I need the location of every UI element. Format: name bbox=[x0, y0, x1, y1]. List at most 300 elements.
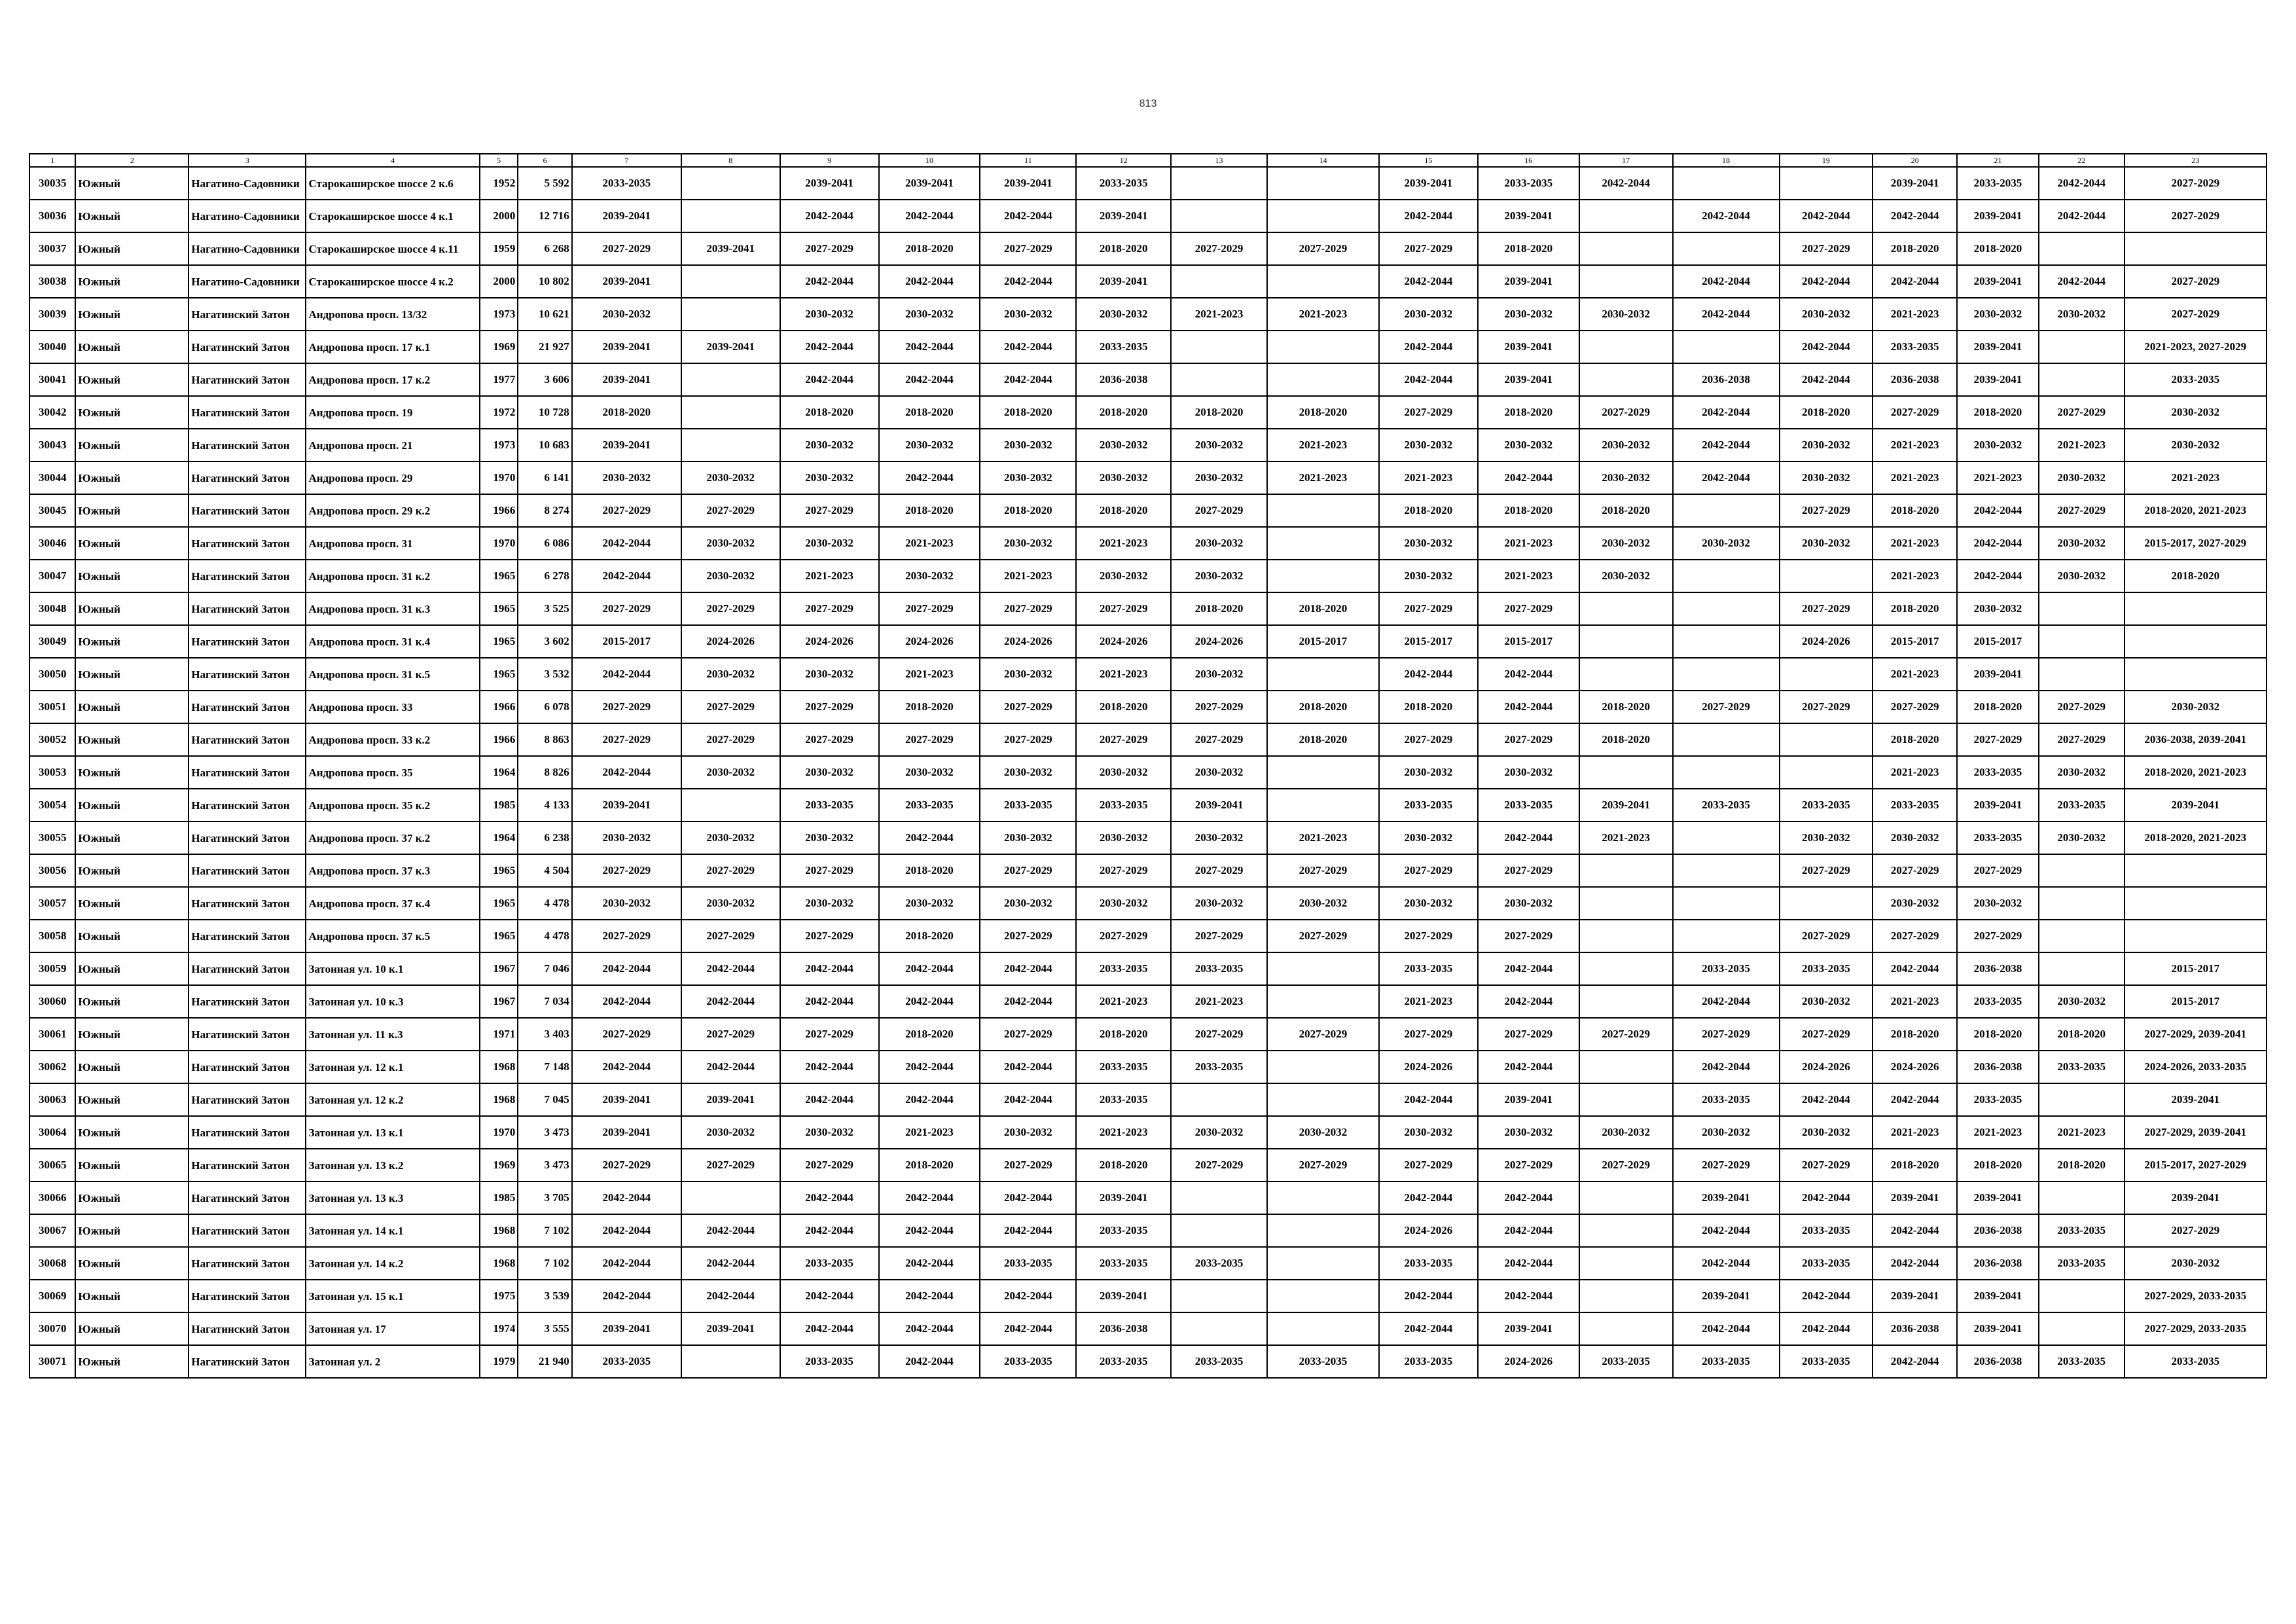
table-cell: 2033-2035 bbox=[2039, 1247, 2125, 1280]
table-cell bbox=[2039, 1312, 2125, 1345]
table-cell: 2027-2029, 2033-2035 bbox=[2125, 1280, 2267, 1312]
table-cell: Старокаширское шоссе 2 к.6 bbox=[306, 167, 480, 200]
table-cell: 2021-2023 bbox=[2039, 429, 2125, 461]
table-cell: 2039-2041 bbox=[1478, 363, 1579, 396]
table-cell: 2039-2041 bbox=[1673, 1182, 1780, 1214]
table-cell: 12 716 bbox=[518, 200, 571, 232]
table-cell: Нагатинский Затон bbox=[188, 1312, 306, 1345]
table-cell: 2039-2041 bbox=[572, 429, 681, 461]
table-cell: 2027-2029 bbox=[1076, 920, 1171, 952]
table-cell: 2030-2032 bbox=[572, 298, 681, 331]
table-cell: 2033-2035 bbox=[1873, 789, 1957, 821]
table-cell: 2036-2038 bbox=[1957, 1051, 2039, 1083]
table-cell: Южный bbox=[75, 658, 188, 691]
table-cell: 2033-2035 bbox=[572, 1345, 681, 1378]
table-cell: 2024-2026 bbox=[1171, 625, 1267, 658]
table-cell: Нагатинский Затон bbox=[188, 887, 306, 920]
table-cell: 2042-2044 bbox=[1673, 461, 1780, 494]
table-cell: 2021-2023 bbox=[1379, 985, 1478, 1018]
table-body bbox=[29, 167, 2267, 1378]
table-cell: 1985 bbox=[480, 789, 518, 821]
table-cell: 2018-2020 bbox=[1267, 691, 1379, 723]
table-cell: 2027-2029 bbox=[572, 1149, 681, 1182]
table-cell: Андропова просп. 17 к.2 bbox=[306, 363, 480, 396]
table-cell: 2030-2032 bbox=[1379, 1116, 1478, 1149]
table-cell: 1952 bbox=[480, 167, 518, 200]
table-cell bbox=[1579, 331, 1673, 363]
table-cell: 2030-2032 bbox=[1379, 298, 1478, 331]
table-cell: 2042-2044 bbox=[1673, 429, 1780, 461]
table-row bbox=[29, 527, 2267, 560]
table-cell: 2027-2029 bbox=[780, 494, 879, 527]
table-cell: 3 606 bbox=[518, 363, 571, 396]
table-cell: 2030-2032 bbox=[1076, 756, 1171, 789]
table-cell: 2030-2032 bbox=[1076, 560, 1171, 592]
table-cell: 2033-2035 bbox=[1076, 952, 1171, 985]
table-cell bbox=[1673, 723, 1780, 756]
table-cell: 1965 bbox=[480, 887, 518, 920]
table-cell: 2024-2026 bbox=[1379, 1214, 1478, 1247]
table-cell: Нагатинский Затон bbox=[188, 298, 306, 331]
table-cell: Нагатинский Затон bbox=[188, 952, 306, 985]
table-cell: 30052 bbox=[29, 723, 75, 756]
table-cell: 2033-2035 bbox=[1076, 1083, 1171, 1116]
table-cell bbox=[2039, 887, 2125, 920]
table-cell: 2042-2044 bbox=[1478, 1214, 1579, 1247]
table-cell: 2033-2035 bbox=[2039, 1345, 2125, 1378]
table-cell: 2042-2044 bbox=[1673, 1247, 1780, 1280]
table-cell: 2042-2044 bbox=[780, 1051, 879, 1083]
table-cell: 2018-2020 bbox=[1957, 1018, 2039, 1051]
table-cell: 30058 bbox=[29, 920, 75, 952]
table-cell: 30044 bbox=[29, 461, 75, 494]
column-header: 8 bbox=[681, 154, 780, 167]
table-cell: 2027-2029 bbox=[1478, 920, 1579, 952]
table-cell bbox=[2039, 1182, 2125, 1214]
table-cell bbox=[2125, 920, 2267, 952]
table-cell: 30051 bbox=[29, 691, 75, 723]
table-cell: 2030-2032 bbox=[2039, 756, 2125, 789]
table-row bbox=[29, 1280, 2267, 1312]
table-cell: 2030-2032 bbox=[1579, 461, 1673, 494]
table-cell: 2027-2029 bbox=[2125, 265, 2267, 298]
table-cell: 2030-2032 bbox=[1957, 592, 2039, 625]
table-cell: 2042-2044 bbox=[980, 1083, 1076, 1116]
table-cell: 3 705 bbox=[518, 1182, 571, 1214]
table-cell: 2033-2035 bbox=[1873, 331, 1957, 363]
table-cell: 2018-2020 bbox=[1076, 1018, 1171, 1051]
table-cell: 2021-2023 bbox=[879, 1116, 980, 1149]
table-cell: 3 532 bbox=[518, 658, 571, 691]
table-cell: 2027-2029 bbox=[1478, 592, 1579, 625]
table-cell: 2000 bbox=[480, 265, 518, 298]
table-cell: Нагатинский Затон bbox=[188, 723, 306, 756]
table-cell: Нагатинский Затон bbox=[188, 1083, 306, 1116]
table-cell: 2030-2032 bbox=[1780, 1116, 1873, 1149]
table-cell: 2027-2029 bbox=[1171, 1018, 1267, 1051]
table-cell: 2030-2032 bbox=[1780, 298, 1873, 331]
table-cell: 2027-2029 bbox=[780, 920, 879, 952]
column-header: 7 bbox=[572, 154, 681, 167]
table-cell: 2036-2038 bbox=[1957, 1247, 2039, 1280]
table-cell: Андропова просп. 35 bbox=[306, 756, 480, 789]
table-cell: 2027-2029 bbox=[1579, 1149, 1673, 1182]
table-cell: Андропова просп. 31 к.2 bbox=[306, 560, 480, 592]
table-cell: 4 478 bbox=[518, 887, 571, 920]
table-cell: 2027-2029 bbox=[2125, 1214, 2267, 1247]
table-cell: 2018-2020 bbox=[1076, 396, 1171, 429]
table-cell bbox=[1579, 625, 1673, 658]
table-cell: 2030-2032 bbox=[879, 756, 980, 789]
column-header: 18 bbox=[1673, 154, 1780, 167]
table-cell: 1985 bbox=[480, 1182, 518, 1214]
table-cell: 7 046 bbox=[518, 952, 571, 985]
table-cell bbox=[681, 1345, 780, 1378]
table-cell: 30070 bbox=[29, 1312, 75, 1345]
table-cell: 30038 bbox=[29, 265, 75, 298]
table-cell: 3 403 bbox=[518, 1018, 571, 1051]
table-cell: 7 148 bbox=[518, 1051, 571, 1083]
table-cell: Нагатинский Затон bbox=[188, 560, 306, 592]
table-cell bbox=[1579, 854, 1673, 887]
table-cell: 2036-2038 bbox=[1957, 1214, 2039, 1247]
table-cell: 30060 bbox=[29, 985, 75, 1018]
table-cell: 2042-2044 bbox=[1379, 658, 1478, 691]
table-cell: 2024-2026 bbox=[1780, 1051, 1873, 1083]
table-cell: 2039-2041 bbox=[1076, 1280, 1171, 1312]
table-cell: 2030-2032 bbox=[1780, 527, 1873, 560]
table-cell: 2042-2044 bbox=[1379, 331, 1478, 363]
table-cell: 2018-2020 bbox=[1478, 494, 1579, 527]
table-cell: 2039-2041 bbox=[1478, 1083, 1579, 1116]
table-cell: 2027-2029 bbox=[1076, 854, 1171, 887]
table-cell bbox=[1267, 1280, 1379, 1312]
table-cell: 2030-2032 bbox=[2039, 560, 2125, 592]
column-header: 5 bbox=[480, 154, 518, 167]
table-cell: 2030-2032 bbox=[572, 821, 681, 854]
table-cell bbox=[1267, 658, 1379, 691]
table-cell: 2039-2041 bbox=[1957, 265, 2039, 298]
table-cell: 2027-2029 bbox=[1267, 1018, 1379, 1051]
table-cell: Андропова просп. 37 к.5 bbox=[306, 920, 480, 952]
table-cell bbox=[1267, 560, 1379, 592]
table-cell: 2018-2020 bbox=[1957, 691, 2039, 723]
table-cell: 2030-2032 bbox=[1579, 560, 1673, 592]
table-cell: 6 268 bbox=[518, 232, 571, 265]
table-cell: 2027-2029 bbox=[980, 691, 1076, 723]
table-cell: 1966 bbox=[480, 494, 518, 527]
table-cell: 2030-2032 bbox=[1780, 821, 1873, 854]
table-cell: 2021-2023 bbox=[1957, 461, 2039, 494]
table-cell: 2015-2017 bbox=[572, 625, 681, 658]
table-cell bbox=[1780, 560, 1873, 592]
table-cell: 2030-2032 bbox=[780, 756, 879, 789]
table-cell bbox=[1171, 1083, 1267, 1116]
table-cell: 2039-2041 bbox=[1957, 363, 2039, 396]
table-row bbox=[29, 821, 2267, 854]
table-cell: Южный bbox=[75, 854, 188, 887]
table-cell: 6 086 bbox=[518, 527, 571, 560]
table-cell: 2042-2044 bbox=[780, 200, 879, 232]
table-cell: 2042-2044 bbox=[980, 363, 1076, 396]
table-cell: 2027-2029 bbox=[2125, 298, 2267, 331]
table-cell: 2018-2020, 2021-2023 bbox=[2125, 494, 2267, 527]
table-cell: 2027-2029 bbox=[780, 854, 879, 887]
table-cell: 2021-2023 bbox=[1873, 461, 1957, 494]
table-cell bbox=[1780, 658, 1873, 691]
table-cell: Южный bbox=[75, 1083, 188, 1116]
table-cell bbox=[1267, 363, 1379, 396]
table-cell: 2030-2032 bbox=[1171, 887, 1267, 920]
table-cell: 2042-2044 bbox=[1780, 1182, 1873, 1214]
table-cell: 4 478 bbox=[518, 920, 571, 952]
table-cell: 2042-2044 bbox=[980, 331, 1076, 363]
table-cell: 1965 bbox=[480, 560, 518, 592]
table-cell: Южный bbox=[75, 920, 188, 952]
table-cell: 2030-2032 bbox=[572, 887, 681, 920]
table-cell: 2030-2032 bbox=[2125, 429, 2267, 461]
table-cell: 2024-2026 bbox=[1478, 1345, 1579, 1378]
table-cell: 2024-2026 bbox=[879, 625, 980, 658]
table-cell: 2027-2029 bbox=[681, 920, 780, 952]
table-cell: 2042-2044 bbox=[1780, 200, 1873, 232]
table-cell: 2039-2041 bbox=[1076, 200, 1171, 232]
table-cell bbox=[1267, 1312, 1379, 1345]
table-cell: 2042-2044 bbox=[1873, 1345, 1957, 1378]
table-cell: 30050 bbox=[29, 658, 75, 691]
table-cell: 2021-2023 bbox=[980, 560, 1076, 592]
table-cell: 2018-2020 bbox=[879, 920, 980, 952]
table-cell: 2042-2044 bbox=[1579, 167, 1673, 200]
column-header: 16 bbox=[1478, 154, 1579, 167]
table-cell bbox=[2039, 592, 2125, 625]
table-cell: 2027-2029 bbox=[1873, 396, 1957, 429]
table-row bbox=[29, 1116, 2267, 1149]
table-cell: 2042-2044 bbox=[1379, 1312, 1478, 1345]
table-cell: 2036-2038 bbox=[1957, 1345, 2039, 1378]
table-cell: 2027-2029 bbox=[1478, 1149, 1579, 1182]
table-row bbox=[29, 1312, 2267, 1345]
column-header: 23 bbox=[2125, 154, 2267, 167]
table-cell: 2027-2029 bbox=[1379, 854, 1478, 887]
table-cell: Затонная ул. 12 к.2 bbox=[306, 1083, 480, 1116]
table-cell bbox=[2039, 1083, 2125, 1116]
table-cell bbox=[1267, 265, 1379, 298]
table-cell: 2042-2044 bbox=[980, 1312, 1076, 1345]
table-cell: 2027-2029 bbox=[2039, 723, 2125, 756]
table-cell: 2042-2044 bbox=[1780, 265, 1873, 298]
table-cell bbox=[1579, 200, 1673, 232]
table-cell bbox=[2039, 232, 2125, 265]
table-cell: Андропова просп. 31 к.5 bbox=[306, 658, 480, 691]
table-row bbox=[29, 429, 2267, 461]
table-row bbox=[29, 789, 2267, 821]
column-header: 11 bbox=[980, 154, 1076, 167]
table-row bbox=[29, 920, 2267, 952]
table-cell: Нагатинский Затон bbox=[188, 363, 306, 396]
table-cell: 2039-2041 bbox=[572, 789, 681, 821]
table-cell: 2027-2029 bbox=[1579, 396, 1673, 429]
table-cell: Южный bbox=[75, 1214, 188, 1247]
table-cell: 30036 bbox=[29, 200, 75, 232]
table-cell: Андропова просп. 29 bbox=[306, 461, 480, 494]
table-cell: 2027-2029 bbox=[980, 920, 1076, 952]
table-cell: 2036-2038 bbox=[1673, 363, 1780, 396]
table-cell: 2042-2044 bbox=[1957, 494, 2039, 527]
table-cell bbox=[1267, 789, 1379, 821]
table-row bbox=[29, 494, 2267, 527]
table-cell: 2039-2041 bbox=[1076, 1182, 1171, 1214]
table-cell: 1965 bbox=[480, 854, 518, 887]
table-cell: Нагатино-Садовники bbox=[188, 232, 306, 265]
table-cell: Затонная ул. 10 к.3 bbox=[306, 985, 480, 1018]
table-cell: Андропова просп. 21 bbox=[306, 429, 480, 461]
table-cell: Нагатино-Садовники bbox=[188, 265, 306, 298]
table-cell: 2042-2044 bbox=[1673, 1051, 1780, 1083]
table-cell: 2039-2041 bbox=[2125, 789, 2267, 821]
table-cell: 2030-2032 bbox=[1171, 1116, 1267, 1149]
column-header: 14 bbox=[1267, 154, 1379, 167]
table-cell: 2030-2032 bbox=[2039, 527, 2125, 560]
table-cell: 2021-2023 bbox=[2039, 1116, 2125, 1149]
table-row bbox=[29, 887, 2267, 920]
table-cell: 30056 bbox=[29, 854, 75, 887]
table-cell: 2039-2041 bbox=[572, 1312, 681, 1345]
table-cell: 2039-2041 bbox=[1379, 167, 1478, 200]
table-cell: 2042-2044 bbox=[879, 1280, 980, 1312]
table-cell: 7 045 bbox=[518, 1083, 571, 1116]
table-row bbox=[29, 723, 2267, 756]
table-cell: 2027-2029, 2039-2041 bbox=[2125, 1018, 2267, 1051]
table-row bbox=[29, 1214, 2267, 1247]
table-cell: Андропова просп. 37 к.3 bbox=[306, 854, 480, 887]
table-cell: 2015-2017 bbox=[2125, 985, 2267, 1018]
table-cell: 2021-2023 bbox=[1267, 298, 1379, 331]
table-cell: 2042-2044 bbox=[780, 363, 879, 396]
table-cell: 2027-2029 bbox=[1171, 691, 1267, 723]
table-cell: 2030-2032 bbox=[1579, 429, 1673, 461]
table-cell bbox=[2039, 363, 2125, 396]
table-cell: 2027-2029 bbox=[681, 854, 780, 887]
table-cell: 2021-2023 bbox=[1171, 985, 1267, 1018]
table-cell: 1969 bbox=[480, 331, 518, 363]
table-cell: 2042-2044 bbox=[1478, 1051, 1579, 1083]
table-cell: 2027-2029 bbox=[1579, 1018, 1673, 1051]
table-cell bbox=[1267, 331, 1379, 363]
table-cell: 2033-2035 bbox=[1171, 1345, 1267, 1378]
table-cell: 2030-2032 bbox=[681, 461, 780, 494]
table-cell: 6 278 bbox=[518, 560, 571, 592]
table-cell bbox=[2039, 658, 2125, 691]
table-cell: 2039-2041 bbox=[572, 331, 681, 363]
table-cell: 1965 bbox=[480, 658, 518, 691]
table-cell: Андропова просп. 37 к.4 bbox=[306, 887, 480, 920]
table-cell: 2027-2029 bbox=[681, 723, 780, 756]
table-cell: 30054 bbox=[29, 789, 75, 821]
table-cell: 2030-2032 bbox=[1076, 461, 1171, 494]
table-cell: 2030-2032 bbox=[681, 1116, 780, 1149]
table-cell: Андропова просп. 29 к.2 bbox=[306, 494, 480, 527]
table-cell: 2030-2032 bbox=[780, 527, 879, 560]
table-cell bbox=[681, 298, 780, 331]
table-cell: 2030-2032 bbox=[681, 527, 780, 560]
table-row bbox=[29, 1083, 2267, 1116]
table-cell bbox=[1579, 985, 1673, 1018]
table-cell: 2027-2029 bbox=[2039, 691, 2125, 723]
table-cell bbox=[2039, 952, 2125, 985]
table-cell: 1964 bbox=[480, 756, 518, 789]
table-cell: Южный bbox=[75, 396, 188, 429]
table-cell: 30039 bbox=[29, 298, 75, 331]
table-cell: 2030-2032 bbox=[1267, 887, 1379, 920]
table-cell: 2027-2029 bbox=[1780, 1018, 1873, 1051]
table-cell: Нагатинский Затон bbox=[188, 396, 306, 429]
table-cell: 2039-2041 bbox=[1873, 1182, 1957, 1214]
table-cell: Андропова просп. 31 к.4 bbox=[306, 625, 480, 658]
table-cell: 2027-2029 bbox=[780, 232, 879, 265]
table-cell bbox=[2125, 887, 2267, 920]
table-cell: 2018-2020 bbox=[572, 396, 681, 429]
table-cell: 2030-2032 bbox=[1478, 298, 1579, 331]
table-cell: 2033-2035 bbox=[1076, 1051, 1171, 1083]
table-cell: 7 034 bbox=[518, 985, 571, 1018]
table-cell: 1975 bbox=[480, 1280, 518, 1312]
table-cell: 2018-2020 bbox=[980, 396, 1076, 429]
table-cell: 2042-2044 bbox=[1780, 1083, 1873, 1116]
table-cell: 2018-2020 bbox=[1780, 396, 1873, 429]
table-cell bbox=[2125, 658, 2267, 691]
table-cell bbox=[1267, 1051, 1379, 1083]
table-cell bbox=[1780, 167, 1873, 200]
table-cell: 2033-2035 bbox=[1076, 167, 1171, 200]
table-cell: 30046 bbox=[29, 527, 75, 560]
table-cell: 2027-2029 bbox=[980, 854, 1076, 887]
table-row bbox=[29, 1182, 2267, 1214]
table-cell bbox=[1171, 167, 1267, 200]
table-cell: 2021-2023 bbox=[1873, 560, 1957, 592]
table-cell: 2030-2032 bbox=[681, 887, 780, 920]
table-cell: 2027-2029 bbox=[1379, 232, 1478, 265]
table-cell: 2042-2044 bbox=[1780, 363, 1873, 396]
table-cell: Нагатинский Затон bbox=[188, 527, 306, 560]
table-cell: 2027-2029 bbox=[1171, 723, 1267, 756]
table-cell: Южный bbox=[75, 429, 188, 461]
table-cell: 2033-2035 bbox=[1673, 789, 1780, 821]
table-cell: 1970 bbox=[480, 1116, 518, 1149]
table-cell: Нагатинский Затон bbox=[188, 920, 306, 952]
table-cell: 2027-2029 bbox=[1780, 232, 1873, 265]
table-cell: 30035 bbox=[29, 167, 75, 200]
table-cell: 2042-2044 bbox=[681, 1247, 780, 1280]
table-cell bbox=[1171, 1312, 1267, 1345]
table-cell: 2015-2017 bbox=[1957, 625, 2039, 658]
table-cell: 4 504 bbox=[518, 854, 571, 887]
table-cell: 2036-2038 bbox=[1076, 363, 1171, 396]
table-cell: Южный bbox=[75, 363, 188, 396]
table-cell: 2015-2017, 2027-2029 bbox=[2125, 1149, 2267, 1182]
table-cell: 1977 bbox=[480, 363, 518, 396]
table-cell: 2039-2041 bbox=[879, 167, 980, 200]
table-cell: 2018-2020 bbox=[1171, 396, 1267, 429]
table-cell: 2033-2035 bbox=[1673, 952, 1780, 985]
table-row bbox=[29, 560, 2267, 592]
table-cell: 2036-2038 bbox=[1957, 952, 2039, 985]
table-cell: 2018-2020 bbox=[1267, 396, 1379, 429]
table-cell: Южный bbox=[75, 1116, 188, 1149]
table-cell: 2042-2044 bbox=[1873, 200, 1957, 232]
table-cell: Нагатинский Затон bbox=[188, 1280, 306, 1312]
table-cell bbox=[1267, 200, 1379, 232]
